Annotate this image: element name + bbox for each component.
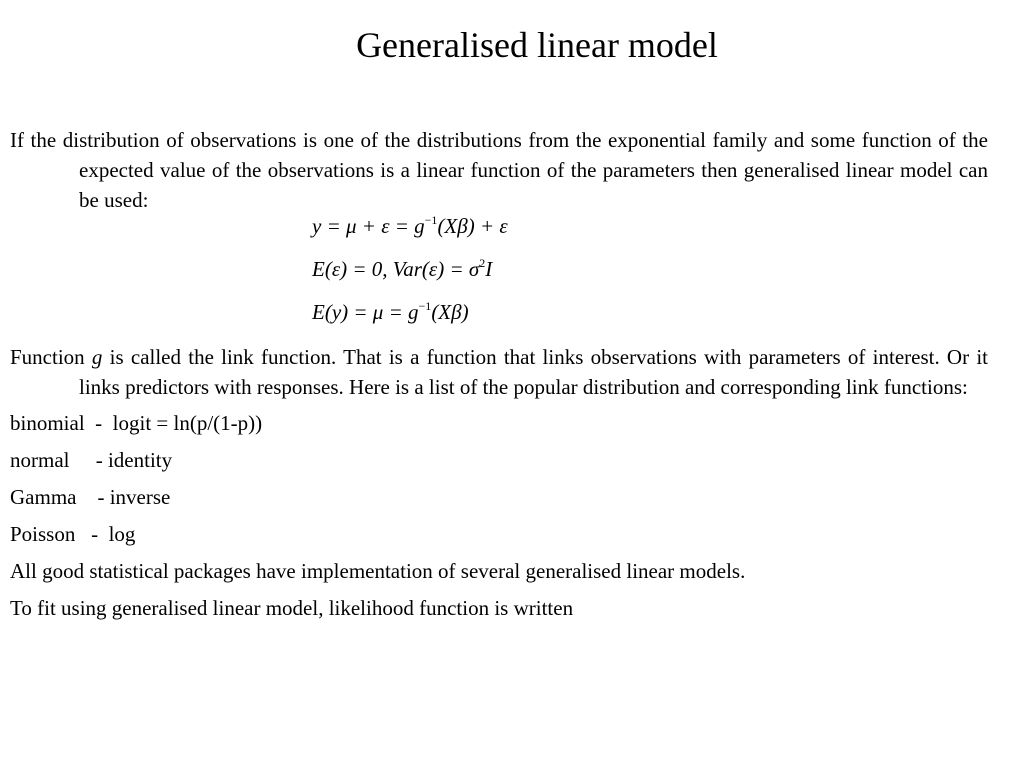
slide-title: Generalised linear model	[356, 25, 718, 65]
link-function-paragraph	[10, 342, 988, 402]
equation-expectation	[312, 297, 988, 340]
link-para-text: is called the link function. That is a function that links observations with parameters of interest. Or it links predictors with responses. Here is a list of the popular distribution and corresponding link functions:	[79, 345, 988, 399]
equation-model-exponent: −1	[424, 213, 438, 227]
equation-model-rhs: (Xβ) + ε	[437, 214, 508, 238]
equation-error-identity: I	[485, 257, 493, 281]
link-para-prefix: Function	[10, 345, 92, 369]
list-item: Gamma - inverse	[10, 485, 171, 509]
closing-line: All good statistical packages have implementation of several generalised linear models.	[10, 559, 746, 583]
equation-error-exponent: 2	[479, 256, 486, 270]
equation-expectation-exponent: −1	[418, 299, 432, 313]
link-para-variable: g	[91, 345, 103, 369]
equation-model-lhs: y = μ + ε = g	[312, 214, 425, 238]
equation-expectation-rhs: (Xβ)	[431, 300, 469, 324]
equation-block	[312, 211, 988, 340]
list-item: binomial - logit = ln(p/(1-p))	[10, 411, 263, 435]
equation-expectation-lhs: E(y) = μ = g	[312, 300, 419, 324]
equation-error	[312, 254, 988, 297]
equation-model	[312, 211, 988, 254]
closing-line: To fit using generalised linear model, likelihood function is written	[10, 596, 574, 620]
slide-body	[10, 125, 988, 630]
intro-paragraph: If the distribution of observations is one of the distributions from the exponential family and some function of the expected value of the observations is a linear function of the parameters then generalised linear model can be used:	[10, 128, 988, 212]
list-item: Poisson - log	[10, 522, 136, 546]
equation-error-main: E(ε) = 0, Var(ε) = σ	[312, 257, 480, 281]
list-item: normal - identity	[10, 448, 173, 472]
